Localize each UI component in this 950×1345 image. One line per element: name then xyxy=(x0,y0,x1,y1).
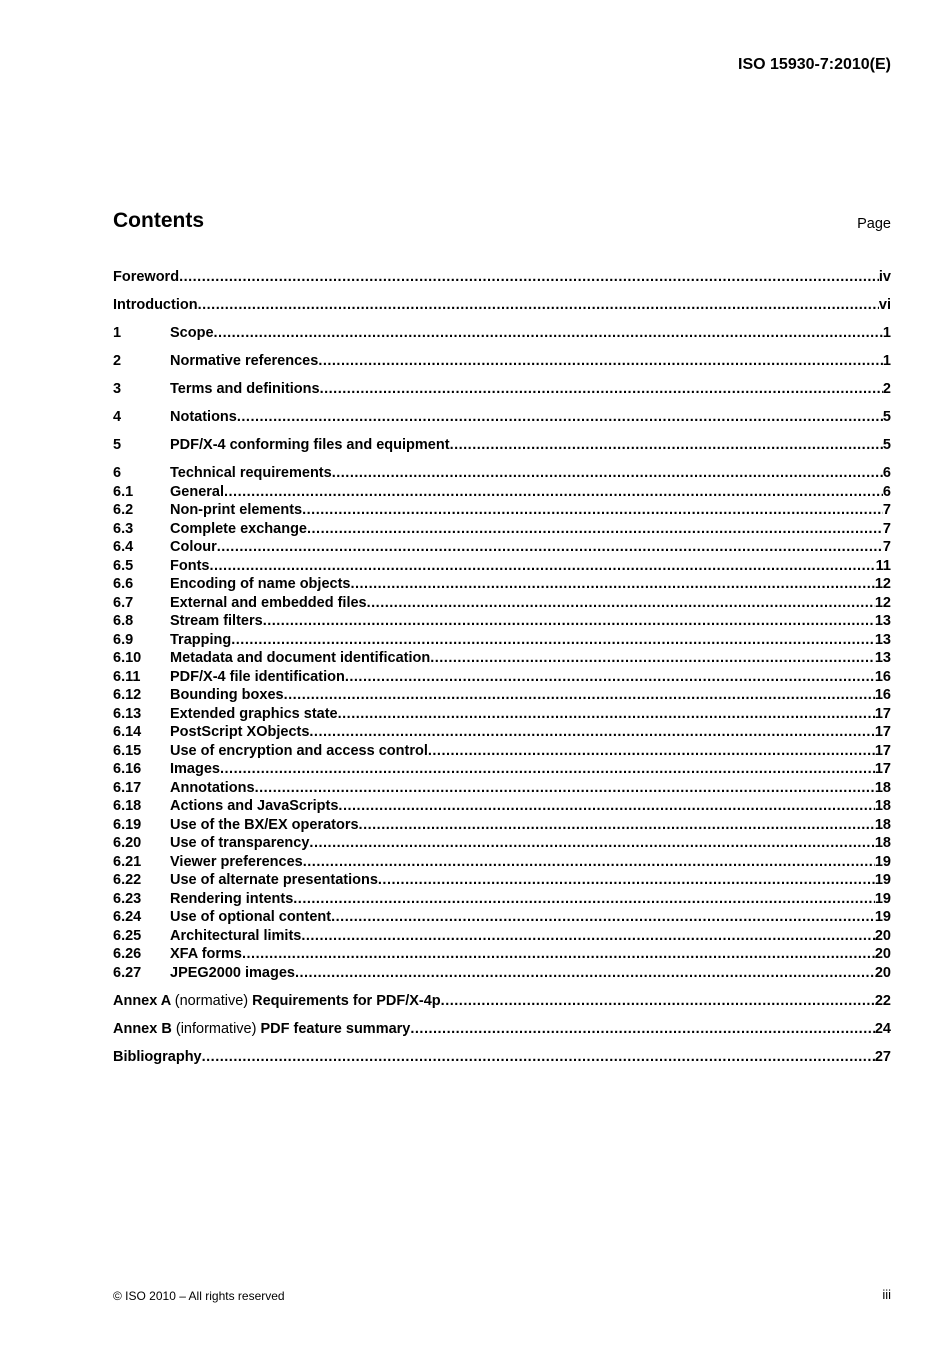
toc-entry-page: 19 xyxy=(874,872,891,888)
toc-entry-number: 6.11 xyxy=(113,668,141,685)
dot-leader xyxy=(303,854,875,870)
toc-entry-number: 6.27 xyxy=(113,964,142,981)
numbered-entries xyxy=(113,325,891,983)
toc-entry-title: Annotations xyxy=(170,779,255,796)
toc-entry-title: Architectural limits xyxy=(170,927,302,944)
dot-leader xyxy=(214,325,883,341)
toc-entry-number: 6.6 xyxy=(113,576,134,592)
toc-entry-number: 6.26 xyxy=(113,946,142,962)
toc-entry-introduction[interactable] xyxy=(113,297,891,316)
toc-entry-page: 24 xyxy=(874,1020,891,1037)
dot-leader xyxy=(450,437,883,453)
annex-title: PDF feature summary xyxy=(260,1020,411,1037)
annex-label: Annex B xyxy=(113,1020,172,1037)
toc-entry-number: 6.24 xyxy=(113,909,142,925)
toc-entry-page: 19 xyxy=(874,890,891,907)
toc-entry-title: Terms and definitions xyxy=(170,381,320,397)
toc-entry-page: 5 xyxy=(882,409,891,425)
toc-entry-page: 16 xyxy=(874,687,891,703)
toc-entry[interactable] xyxy=(113,353,891,372)
dot-leader xyxy=(255,780,875,796)
dot-leader xyxy=(301,928,875,944)
toc-entry[interactable] xyxy=(113,724,891,743)
toc-entry-title: XFA forms xyxy=(170,946,242,962)
toc-entry-page: 17 xyxy=(874,724,891,740)
toc-entry-page: 5 xyxy=(882,437,891,453)
toc-entry-title: Notations xyxy=(170,409,237,425)
toc-entry-page: 11 xyxy=(875,557,891,574)
toc-entry-page: 16 xyxy=(874,668,891,685)
dot-leader xyxy=(332,465,883,481)
toc-entry-page: 27 xyxy=(874,1048,891,1065)
toc-entry-title: Images xyxy=(170,761,220,777)
toc-entry-number: 6.3 xyxy=(113,520,134,537)
dot-leader xyxy=(284,687,875,703)
toc-entry-page: 22 xyxy=(874,992,891,1009)
toc-entry-page: 12 xyxy=(874,594,891,611)
dot-leader xyxy=(309,835,874,851)
toc-entry-title: Non-print elements xyxy=(170,502,303,518)
copyright-notice: © ISO 2010 – All rights reserved xyxy=(113,1289,285,1303)
toc-entry-page: 20 xyxy=(874,946,891,962)
dot-leader xyxy=(331,909,875,925)
dot-leader xyxy=(302,502,883,518)
toc-entry-number: 6.8 xyxy=(113,613,134,629)
dot-leader xyxy=(307,521,883,537)
toc-entry[interactable] xyxy=(113,409,891,428)
toc-entry-page: iv xyxy=(878,269,891,285)
toc-entry-title: Rendering intents xyxy=(170,890,294,907)
toc-entry-title: Use of optional content xyxy=(170,909,332,925)
toc-entry-title: General xyxy=(170,483,224,500)
toc-entry-title: PDF/X-4 file identification xyxy=(170,668,345,685)
toc-entry-title: Introduction xyxy=(113,297,198,313)
toc-entry-number: 1 xyxy=(113,325,122,341)
toc-entry-page: 20 xyxy=(874,964,891,981)
toc-entry[interactable] xyxy=(113,687,891,706)
dot-leader xyxy=(198,297,879,313)
toc-entry[interactable] xyxy=(113,909,891,928)
toc-entry-number: 6.12 xyxy=(113,687,142,703)
toc-entry-number: 6.10 xyxy=(113,650,142,666)
toc-entry-title: Trapping xyxy=(170,631,232,648)
toc-entry-number: 3 xyxy=(113,381,122,397)
toc-entry[interactable] xyxy=(113,325,891,344)
toc-entry-title: Use of transparency xyxy=(170,835,310,851)
toc-entry-page: 6 xyxy=(882,483,891,500)
dot-leader xyxy=(220,761,875,777)
toc-entry-number: 6.20 xyxy=(113,835,142,851)
dot-leader xyxy=(345,669,875,685)
toc-entry-title: Normative references xyxy=(170,353,319,369)
dot-leader xyxy=(295,965,875,981)
contents-heading: Contents xyxy=(113,209,204,232)
toc-entry[interactable] xyxy=(113,743,891,762)
toc-entry-page: 13 xyxy=(874,631,891,648)
toc-entry-title: External and embedded files xyxy=(170,594,367,611)
dot-leader xyxy=(378,872,875,888)
toc-entry[interactable] xyxy=(113,632,891,651)
toc-entry-page: 18 xyxy=(874,798,891,814)
toc-entry-title: Use of the BX/EX operators xyxy=(170,816,359,833)
dot-leader xyxy=(263,613,875,629)
toc-entry-page: 12 xyxy=(874,576,891,592)
toc-entry-page: vi xyxy=(878,297,891,313)
toc-entry-title: Use of encryption and access control xyxy=(170,742,428,759)
toc-entry-page: 17 xyxy=(874,742,891,759)
toc-entry[interactable] xyxy=(113,484,891,503)
toc-entry-page: 7 xyxy=(882,520,891,537)
toc-entry-title: Foreword xyxy=(113,269,180,285)
dot-leader xyxy=(441,993,875,1009)
toc-entry-number: 6.22 xyxy=(113,872,142,888)
toc-entry-title xyxy=(113,993,441,1009)
toc-entry-title: Encoding of name objects xyxy=(170,576,351,592)
toc-entry[interactable] xyxy=(113,854,891,873)
toc-entry-number: 6.13 xyxy=(113,705,142,722)
toc-entry-title: PDF/X-4 conforming files and equipment xyxy=(170,437,450,453)
toc-entry-page: 2 xyxy=(882,381,891,397)
toc-entry-number: 6.19 xyxy=(113,816,142,833)
dot-leader xyxy=(430,650,875,666)
toc-entry-title: Metadata and document identification xyxy=(170,650,431,666)
toc-entry-title: Fonts xyxy=(170,557,210,574)
dot-leader xyxy=(428,743,875,759)
dot-leader xyxy=(293,891,875,907)
toc-entry[interactable] xyxy=(113,502,891,521)
toc-entry-title: Extended graphics state xyxy=(170,705,338,722)
toc-entry-number: 6.7 xyxy=(113,594,134,611)
toc-entry-page: 13 xyxy=(874,613,891,629)
toc-entry-number: 6.4 xyxy=(113,539,134,555)
toc-entry-number: 6.23 xyxy=(113,890,142,907)
toc-entry-bibliography[interactable] xyxy=(113,1049,891,1068)
page-column-label: Page xyxy=(857,216,891,232)
dot-leader xyxy=(242,946,875,962)
dot-leader xyxy=(217,539,883,555)
dot-leader xyxy=(320,381,883,397)
dot-leader xyxy=(209,558,875,574)
toc-entry-page: 19 xyxy=(874,853,891,870)
toc-entry-number: 6.1 xyxy=(113,483,134,500)
toc-entry-page: 17 xyxy=(874,761,891,777)
toc-entry-number: 6.17 xyxy=(113,779,142,796)
toc-entry-number: 6.21 xyxy=(113,853,142,870)
toc-entry-number: 6.2 xyxy=(113,502,134,518)
toc-entry-number: 6.14 xyxy=(113,724,142,740)
toc-entry[interactable] xyxy=(113,706,891,725)
toc-entry[interactable] xyxy=(113,817,891,836)
dot-leader xyxy=(338,706,875,722)
toc-entry[interactable] xyxy=(113,798,891,817)
dot-leader xyxy=(179,269,879,285)
document-id: ISO 15930-7:2010(E) xyxy=(738,56,891,73)
toc-entry-title: Complete exchange xyxy=(170,520,307,537)
toc-entry-page: 18 xyxy=(874,835,891,851)
toc-entry[interactable] xyxy=(113,891,891,910)
toc-entry[interactable] xyxy=(113,437,891,456)
toc-entry-page: 1 xyxy=(882,353,891,369)
toc-entry[interactable] xyxy=(113,381,891,400)
toc-entry-number: 2 xyxy=(113,353,122,369)
dot-leader xyxy=(231,632,875,648)
toc-entry-page: 20 xyxy=(874,927,891,944)
toc-entry[interactable] xyxy=(113,465,891,484)
dot-leader xyxy=(318,353,883,369)
toc-entry-foreword[interactable] xyxy=(113,269,891,288)
toc-entry-title: Use of alternate presentations xyxy=(170,872,378,888)
toc-entry[interactable] xyxy=(113,539,891,558)
toc-entry-number: 6.9 xyxy=(113,631,134,648)
dot-leader xyxy=(410,1021,875,1037)
toc-entry[interactable] xyxy=(113,946,891,965)
toc-entry-number: 4 xyxy=(113,409,122,425)
toc-entry[interactable] xyxy=(113,761,891,780)
toc-entry-title: JPEG2000 images xyxy=(170,964,295,981)
annex-kind: (normative) xyxy=(174,992,249,1009)
toc-entry-title: Viewer preferences xyxy=(170,853,303,870)
toc-entry[interactable] xyxy=(113,928,891,947)
toc-entry[interactable] xyxy=(113,872,891,891)
toc-entry[interactable] xyxy=(113,558,891,577)
toc-entry[interactable] xyxy=(113,835,891,854)
toc-entry-number: 6.15 xyxy=(113,742,142,759)
toc-entry[interactable] xyxy=(113,576,891,595)
dot-leader xyxy=(359,817,875,833)
toc-entry[interactable] xyxy=(113,650,891,669)
annex-label: Annex A xyxy=(113,992,171,1009)
toc-entry[interactable] xyxy=(113,521,891,540)
dot-leader xyxy=(367,595,875,611)
table-of-contents xyxy=(113,269,891,1067)
toc-entry-page: 17 xyxy=(874,705,891,722)
page-number: iii xyxy=(882,1287,891,1302)
toc-entry-number: 5 xyxy=(113,437,122,453)
toc-entry-title: Bounding boxes xyxy=(170,687,284,703)
toc-entry-title: PostScript XObjects xyxy=(170,724,310,740)
annex-title: Requirements for PDF/X-4p xyxy=(252,992,441,1009)
dot-leader xyxy=(224,484,883,500)
annex-kind: (informative) xyxy=(175,1020,257,1037)
toc-entry[interactable] xyxy=(113,965,891,984)
toc-entry[interactable] xyxy=(113,780,891,799)
toc-entry-annex-a[interactable] xyxy=(113,993,891,1012)
dot-leader xyxy=(338,798,874,814)
toc-entry-page: 18 xyxy=(874,779,891,796)
toc-entry-title xyxy=(113,1021,410,1037)
toc-entry-title: Bibliography xyxy=(113,1048,202,1065)
toc-entry[interactable] xyxy=(113,595,891,614)
toc-entry-page: 13 xyxy=(874,650,891,666)
dot-leader xyxy=(309,724,874,740)
toc-entry[interactable] xyxy=(113,669,891,688)
toc-entry-page: 18 xyxy=(874,816,891,833)
toc-entry-page: 7 xyxy=(882,539,891,555)
toc-entry-number: 6.25 xyxy=(113,927,142,944)
toc-entry-title: Stream filters xyxy=(170,613,263,629)
toc-entry-title: Technical requirements xyxy=(170,465,332,481)
toc-entry-number: 6.16 xyxy=(113,761,142,777)
toc-entry-page: 6 xyxy=(882,465,891,481)
toc-entry-title: Colour xyxy=(170,539,217,555)
toc-entry-page: 7 xyxy=(882,502,891,518)
toc-entry[interactable] xyxy=(113,613,891,632)
dot-leader xyxy=(350,576,874,592)
toc-entry-annex-b[interactable] xyxy=(113,1021,891,1040)
toc-entry-number: 6.18 xyxy=(113,798,142,814)
toc-entry-title: Scope xyxy=(170,325,214,341)
dot-leader xyxy=(237,409,883,425)
toc-entry-page: 1 xyxy=(882,325,891,341)
toc-entry-page: 19 xyxy=(874,909,891,925)
dot-leader xyxy=(202,1049,875,1065)
toc-entry-title: Actions and JavaScripts xyxy=(170,798,339,814)
toc-entry-number: 6.5 xyxy=(113,557,134,574)
toc-entry-number: 6 xyxy=(113,465,122,481)
